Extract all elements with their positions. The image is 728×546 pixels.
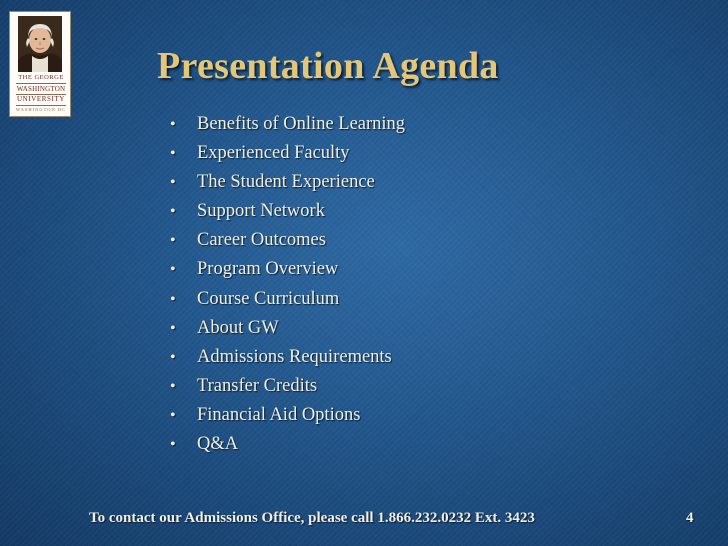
agenda-item-label: Transfer Credits — [197, 375, 318, 396]
agenda-item-label: Q&A — [197, 434, 239, 455]
agenda-item — [170, 139, 405, 168]
agenda-item — [170, 401, 405, 430]
agenda-item — [170, 372, 405, 401]
slide-title: Presentation Agenda — [157, 45, 499, 87]
washington-portrait-icon — [18, 16, 62, 72]
slide-page-number: 4 — [686, 510, 694, 526]
bullet-icon: • — [170, 348, 176, 366]
logo-divider — [16, 105, 66, 106]
agenda-item-label: Course Curriculum — [197, 288, 340, 309]
agenda-item — [170, 110, 405, 139]
bullet-icon: • — [170, 116, 176, 133]
agenda-item — [170, 255, 405, 284]
logo-text-location: WASHINGTON DC — [15, 107, 67, 112]
bullet-icon: • — [170, 203, 176, 221]
agenda-item-label: Support Network — [197, 201, 325, 222]
bullet-icon: • — [170, 174, 176, 192]
bullet-icon: • — [170, 290, 176, 308]
bullet-icon: • — [170, 406, 176, 424]
agenda-item-label: Benefits of Online Learning — [197, 114, 406, 134]
agenda-item — [170, 168, 405, 197]
university-logo — [9, 11, 71, 117]
logo-text-university: UNIVERSITY — [17, 95, 65, 103]
logo-divider — [16, 83, 66, 84]
agenda-item-label: Admissions Requirements — [197, 346, 392, 367]
bullet-icon: • — [170, 436, 176, 454]
agenda-list — [170, 110, 405, 459]
agenda-item — [170, 197, 405, 226]
agenda-item-label: Program Overview — [197, 259, 339, 280]
bullet-icon: • — [170, 261, 176, 279]
logo-text-the-george: THE GEORGE — [18, 74, 64, 81]
agenda-item — [170, 226, 405, 255]
agenda-item-label: Career Outcomes — [197, 230, 326, 251]
agenda-item — [170, 430, 405, 459]
bullet-icon: • — [170, 145, 176, 163]
agenda-item-label: Financial Aid Options — [197, 404, 361, 425]
admissions-contact-text: To contact our Admissions Office, please call 1.866.232.0232 Ext. 3423 — [89, 510, 535, 526]
logo-text-washington: WASHINGTON — [16, 85, 66, 93]
agenda-item-label: About GW — [197, 317, 279, 338]
agenda-item — [170, 285, 405, 314]
agenda-item-label: Experienced Faculty — [197, 143, 350, 164]
bullet-icon: • — [170, 377, 176, 395]
bullet-icon: • — [170, 319, 176, 337]
agenda-item — [170, 314, 405, 343]
agenda-item — [170, 343, 405, 372]
bullet-icon: • — [170, 232, 176, 250]
agenda-item-label: The Student Experience — [197, 172, 375, 193]
